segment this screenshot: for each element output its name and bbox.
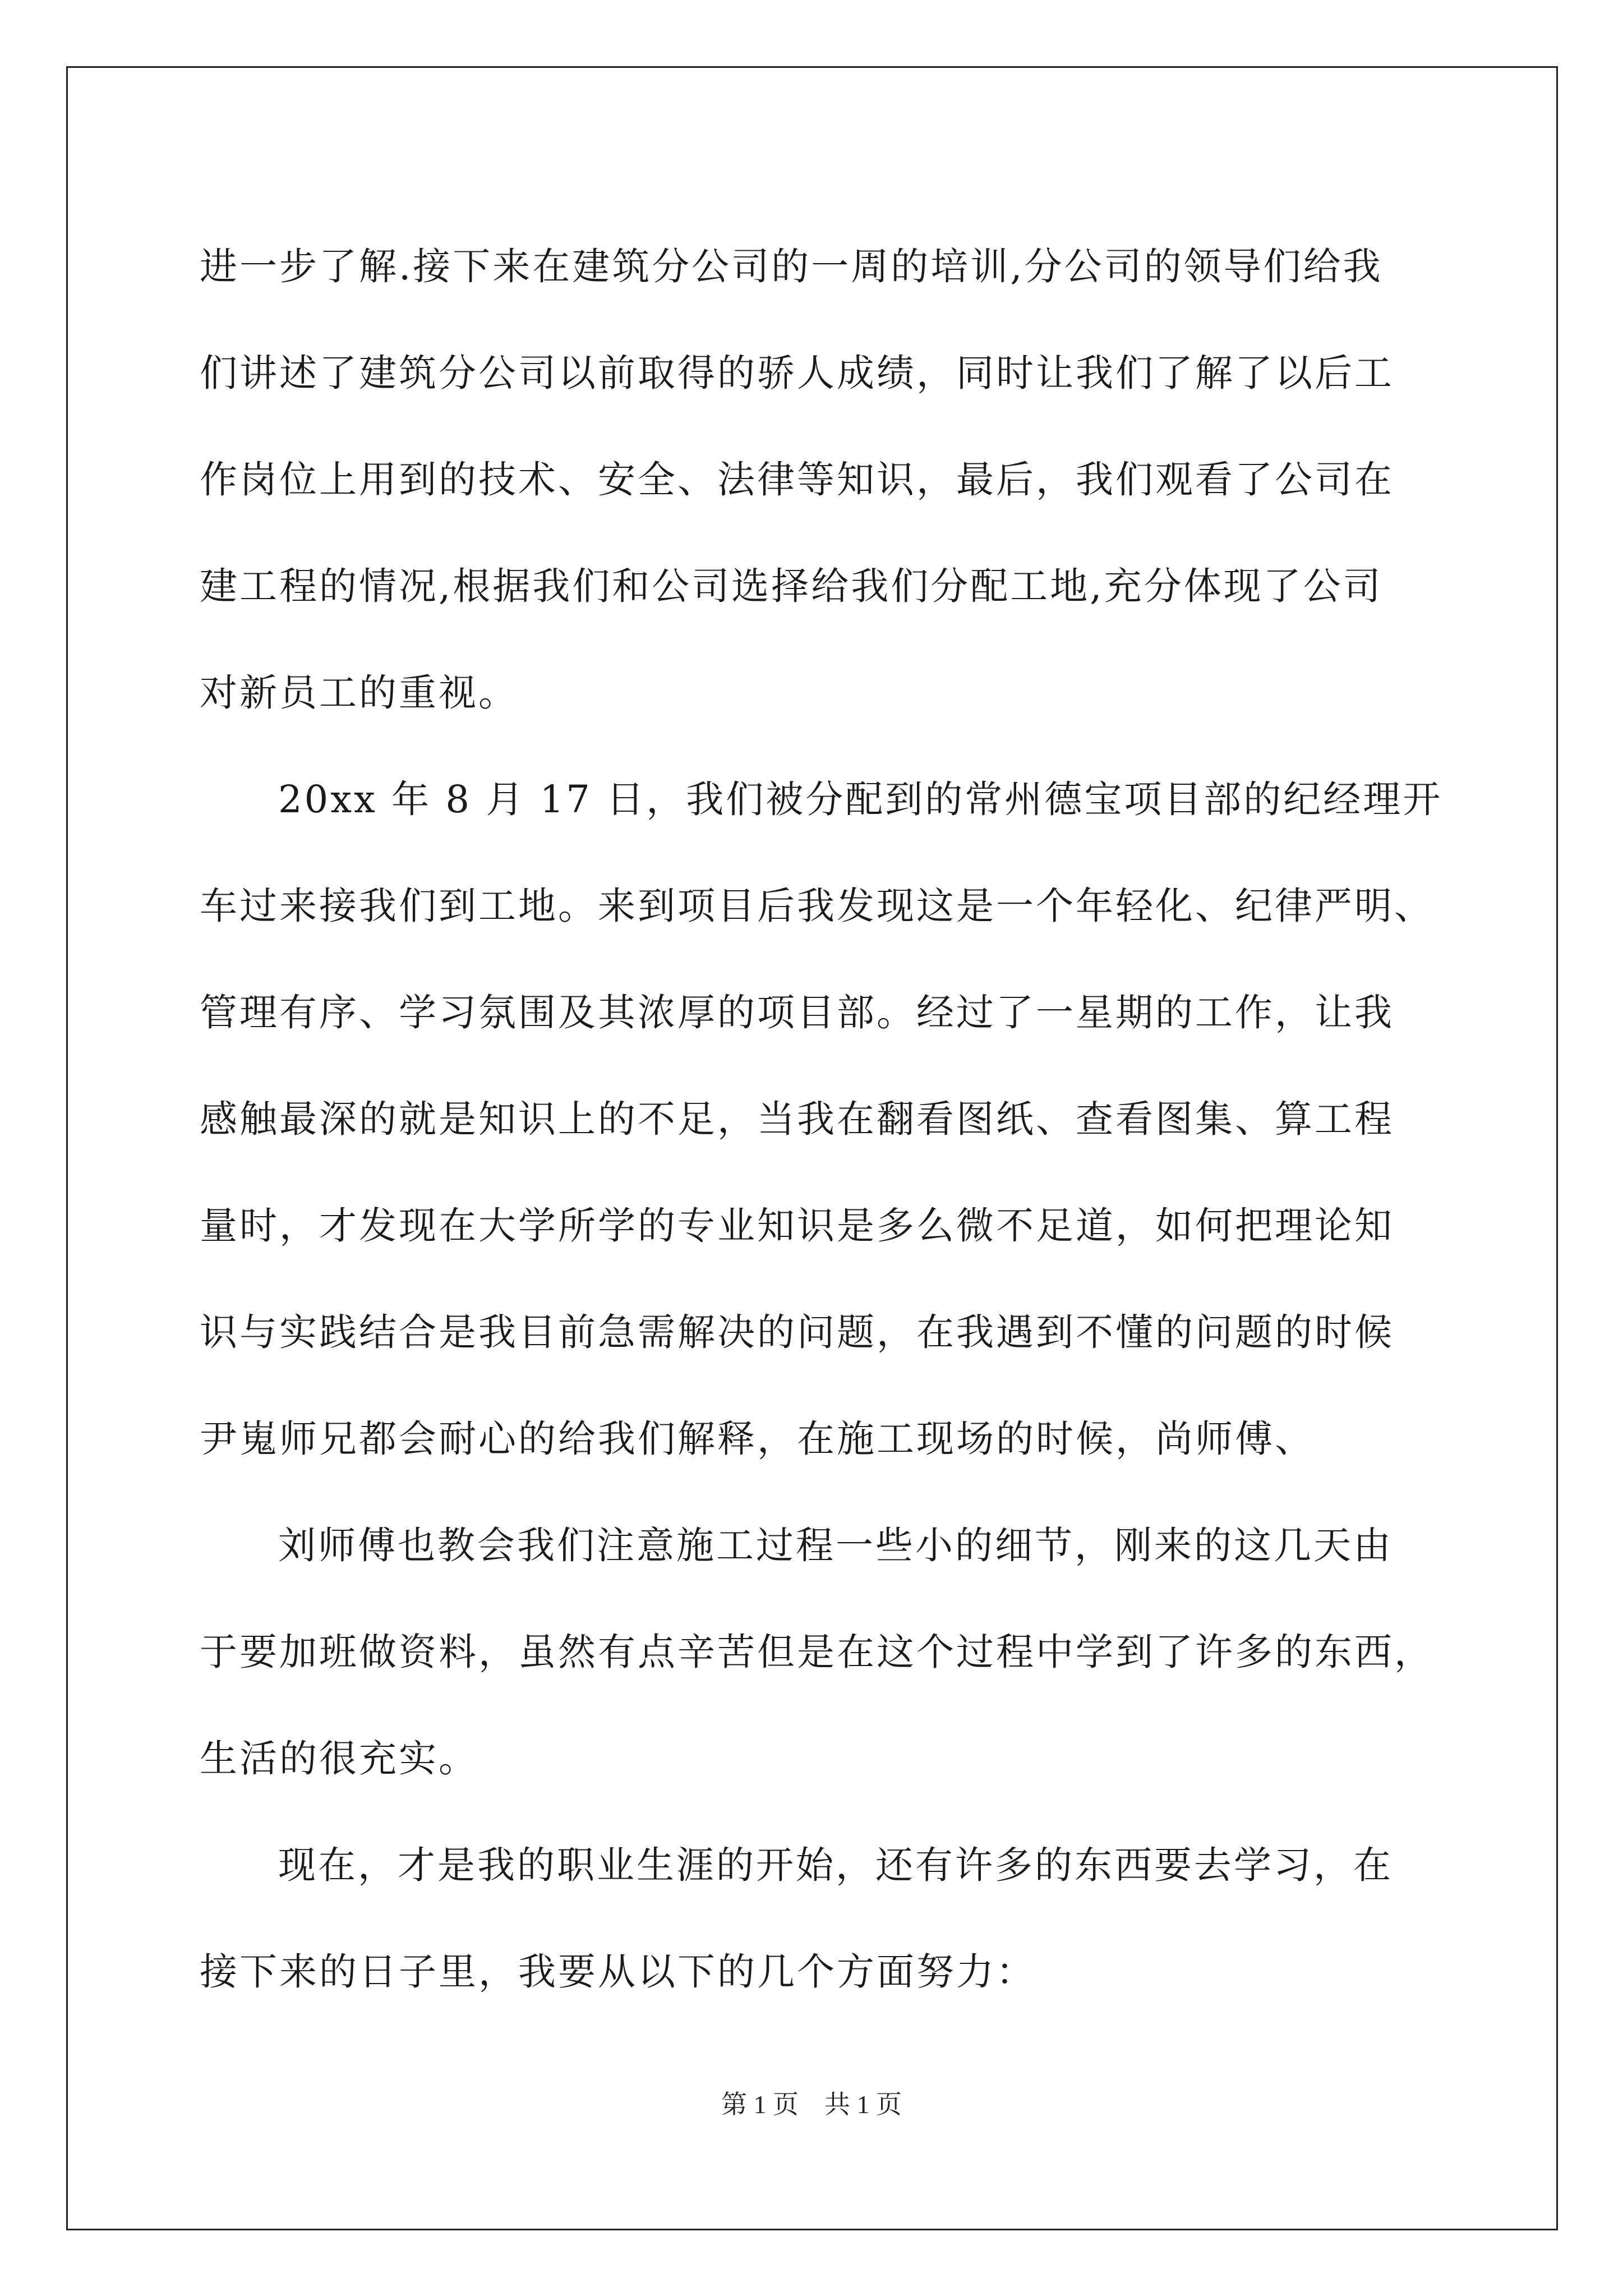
text-line: 进一步了解.接下来在建筑分公司的一周的培训,分公司的领导们给我 bbox=[200, 245, 1383, 288]
text-line: 作岗位上用到的技术、安全、法律等知识，最后，我们观看了公司在 bbox=[200, 458, 1394, 501]
text-line: 生活的很充实。 bbox=[200, 1737, 478, 1780]
text-line: 车过来接我们到工地。来到项目后我发现这是一个年轻化、纪律严明、 bbox=[200, 884, 1434, 928]
text-line: 接下来的日子里，我要从以下的几个方面努力： bbox=[200, 1950, 1036, 1994]
paragraph-start-line: 现在，才是我的职业生涯的开始，还有许多的东西要去学习，在 bbox=[278, 1843, 1393, 1887]
text-line: 量时，才发现在大学所学的专业知识是多么微不足道，如何把理论知 bbox=[200, 1204, 1394, 1248]
text-line: 建工程的情况,根据我们和公司选择给我们分配工地,充分体现了公司 bbox=[200, 564, 1383, 608]
text-line: 尹嵬师兄都会耐心的给我们解释，在施工现场的时候，尚师傅、 bbox=[200, 1417, 1315, 1461]
text-line: 感触最深的就是知识上的不足，当我在翻看图纸、查看图集、算工程 bbox=[200, 1097, 1394, 1141]
text-line: 们讲述了建筑分公司以前取得的骄人成绩，同时让我们了解了以后工 bbox=[200, 351, 1394, 395]
page-number-footer: 第 1 页 共 1 页 bbox=[721, 2090, 902, 2119]
text-line: 对新员工的重视。 bbox=[200, 671, 518, 715]
text-line: 管理有序、学习氛围及其浓厚的项目部。经过了一星期的工作，让我 bbox=[200, 991, 1394, 1034]
text-line: 于要加班做资料，虽然有点辛苦但是在这个过程中学到了许多的东西， bbox=[200, 1630, 1434, 1674]
text-line: 识与实践结合是我目前急需解决的问题，在我遇到不懂的问题的时候 bbox=[200, 1310, 1394, 1354]
paragraph-start-line: 20xx 年 8 月 17 日，我们被分配到的常州德宝项目部的纪经理开 bbox=[278, 777, 1443, 821]
paragraph-start-line: 刘师傅也教会我们注意施工过程一些小的细节，刚来的这几天由 bbox=[278, 1524, 1393, 1567]
document-body bbox=[200, 213, 1443, 2025]
